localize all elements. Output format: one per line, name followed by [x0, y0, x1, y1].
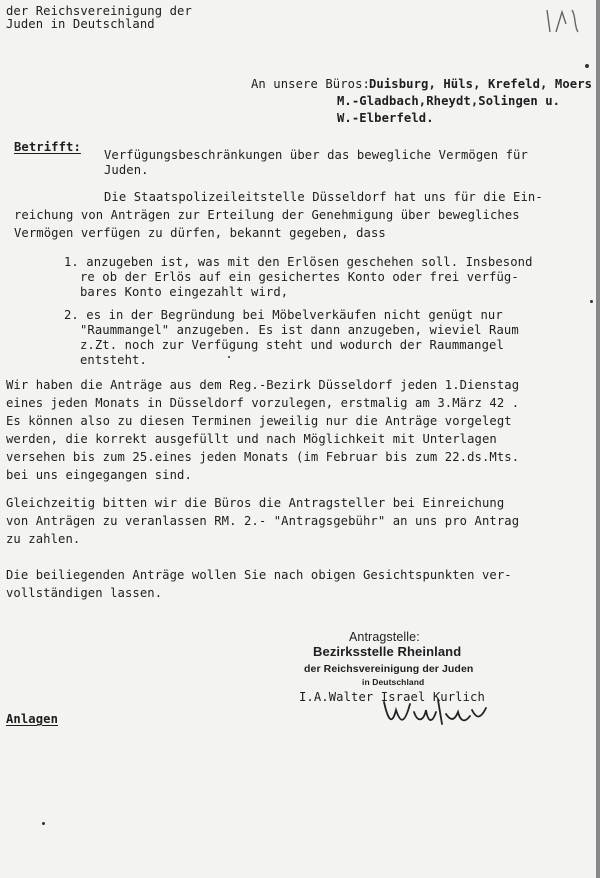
- paragraph-3-line-1: Gleichzeitig bitten wir die Büros die Antragsteller bei Einreichung: [6, 496, 505, 510]
- enclosures-label: Anlagen: [6, 712, 59, 726]
- item-1-line-2: re ob der Erlös auf ein gesichertes Konto oder frei verfüg-: [80, 270, 519, 284]
- scan-speck: [42, 822, 45, 825]
- address-line-3: W.-Elberfeld.: [337, 111, 434, 125]
- scan-edge-shadow: [596, 0, 600, 878]
- scan-speck: [585, 64, 589, 68]
- item-2-line-4: entsteht.: [80, 353, 147, 367]
- address-label: An unsere Büros:: [251, 77, 370, 91]
- paragraph-1-line-2: reichung von Anträgen zur Erteilung der Genehmigung über bewegliches: [14, 208, 520, 222]
- stamp-line-3: der Reichsvereinigung der Juden: [304, 663, 474, 675]
- paragraph-2-line-4: werden, die korrekt ausgefüllt und nach Möglichkeit mit Unterlagen: [6, 432, 497, 446]
- address-line-1: Duisburg, Hüls, Krefeld, Moers: [369, 77, 593, 91]
- stamp-line-1: Antragstelle:: [349, 630, 420, 644]
- item-2-line-1: 2. es in der Begründung bei Möbelverkäufen nicht genügt nur: [64, 308, 503, 322]
- letterhead-line-1: der Reichsvereinigung der: [6, 4, 192, 18]
- corner-pencil-mark: [542, 6, 592, 36]
- paragraph-2-line-5: versehen bis zum 25.eines jeden Monats (im Februar bis zum 22.ds.Mts.: [6, 450, 520, 464]
- scan-speck: [228, 356, 230, 358]
- paragraph-2-line-2: eines jeden Monats in Düsseldorf vorzulegen, erstmalig am 3.März 42 .: [6, 396, 520, 410]
- paragraph-2-line-6: bei uns eingegangen sind.: [6, 468, 192, 482]
- item-2-line-3: z.Zt. noch zur Verfügung steht und wodurch der Raummangel: [80, 338, 504, 352]
- subject-line-2: Juden.: [104, 163, 149, 177]
- paragraph-2-line-3: Es können also zu diesen Terminen jeweilig nur die Anträge vorgelegt: [6, 414, 512, 428]
- item-1-line-1: 1. anzugeben ist, was mit den Erlösen geschehen soll. Insbesond: [64, 255, 533, 269]
- paragraph-4-line-1: Die beiliegenden Anträge wollen Sie nach obigen Gesichtspunkten ver-: [6, 568, 512, 582]
- item-2-line-2: "Raummangel" anzugeben. Es ist dann anzugeben, wieviel Raum: [80, 323, 519, 337]
- scan-speck: [590, 300, 593, 303]
- paragraph-4-line-2: vollständigen lassen.: [6, 586, 163, 600]
- paragraph-2-line-1: Wir haben die Anträge aus dem Reg.-Bezirk Düsseldorf jeden 1.Dienstag: [6, 378, 520, 392]
- paragraph-1-line-1: Die Staatspolizeileitstelle Düsseldorf hat uns für die Ein-: [104, 190, 543, 204]
- paragraph-3-line-2: von Anträgen zu veranlassen RM. 2.- "Antragsgebühr" an uns pro Antrag: [6, 514, 520, 528]
- letterhead-line-2: Juden in Deutschland: [6, 17, 155, 31]
- paragraph-1-line-3: Vermögen verfügen zu dürfen, bekannt gegeben, dass: [14, 226, 386, 240]
- signatory-line: I.A.Walter Israel Kurlich: [299, 690, 485, 704]
- handwritten-signature: [380, 690, 490, 732]
- stamp-line-2: Bezirksstelle Rheinland: [313, 644, 462, 659]
- item-1-line-3: bares Konto eingezahlt wird,: [80, 285, 289, 299]
- paragraph-3-line-3: zu zahlen.: [6, 532, 81, 546]
- subject-label: Betrifft:: [14, 140, 81, 154]
- subject-line-1: Verfügungsbeschränkungen über das bewegliche Vermögen für: [104, 148, 528, 162]
- stamp-line-4: in Deutschland: [362, 677, 425, 687]
- address-line-2: M.-Gladbach,Rheydt,Solingen u.: [337, 94, 561, 108]
